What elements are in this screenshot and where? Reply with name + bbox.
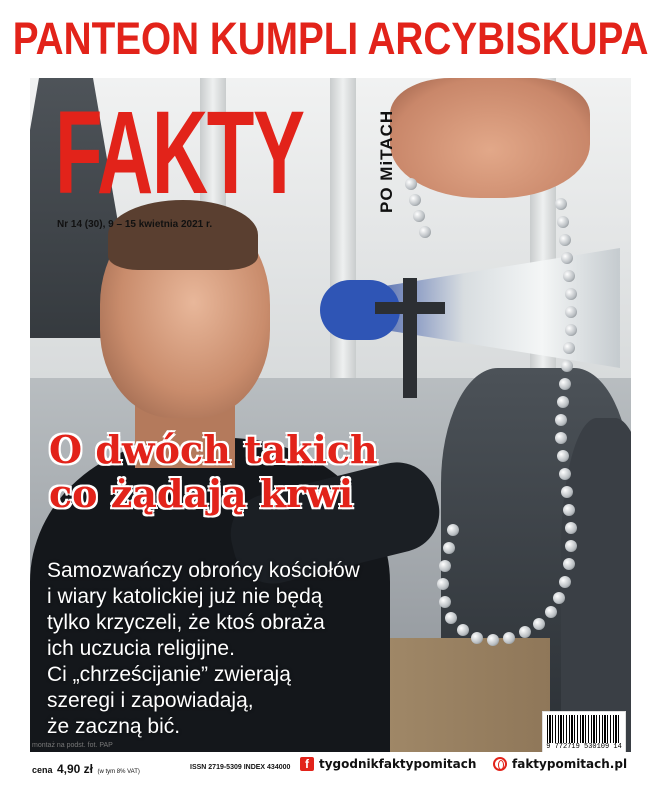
facebook-icon: f (300, 757, 314, 771)
lead-line: szeregi i zapowiadają, (47, 689, 254, 712)
crucifix (375, 278, 445, 398)
lead-line: i wiary katolickiej już nie będą (47, 585, 323, 608)
cover-story-title (49, 428, 489, 516)
barcode (542, 711, 626, 755)
price (32, 760, 140, 778)
top-headline (0, 0, 661, 78)
issn: ISSN 2719-5309 INDEX 434000 (190, 764, 291, 771)
title-line: O dwóch takich (49, 427, 378, 472)
lead-line: że zaczną bić. (47, 715, 181, 738)
masthead (55, 87, 396, 223)
price-label: cena (32, 765, 53, 775)
facebook-handle[interactable]: tygodnikfaktypomitach (319, 757, 477, 771)
masthead-title: FAKTY (55, 87, 304, 219)
cover-story-lead (47, 558, 407, 740)
globe-icon (493, 757, 507, 771)
title-line: co żądają krwi (49, 471, 354, 516)
lead-line: tylko krzyczeli, że ktoś obraża (47, 611, 325, 634)
footer (0, 752, 661, 800)
issue-info: Nr 14 (30), 9 – 15 kwietnia 2021 r. (57, 219, 213, 230)
photo-credit: montaż na podst. fot. PAP (32, 742, 113, 749)
barcode-number: 9 772719 530109 14 (546, 743, 622, 751)
website-url[interactable]: faktypomitach.pl (512, 757, 628, 771)
lead-line: Samozwańczy obrońcy kościołów (47, 559, 360, 582)
price-value: 4,90 zł (56, 762, 93, 776)
masthead-subtitle: PO MiTACH (377, 109, 396, 213)
lead-line: Ci „chrześcijanie” zwierają (47, 663, 291, 686)
website-link[interactable] (493, 757, 627, 771)
price-vat: (w tym 8% VAT) (97, 769, 140, 775)
lead-line: ich uczucia religijne. (47, 637, 235, 660)
top-headline-text: PANTEON KUMPLI ARCYBISKUPA (12, 13, 649, 64)
facebook-link[interactable] (300, 757, 476, 771)
barcode-bars (547, 715, 621, 743)
